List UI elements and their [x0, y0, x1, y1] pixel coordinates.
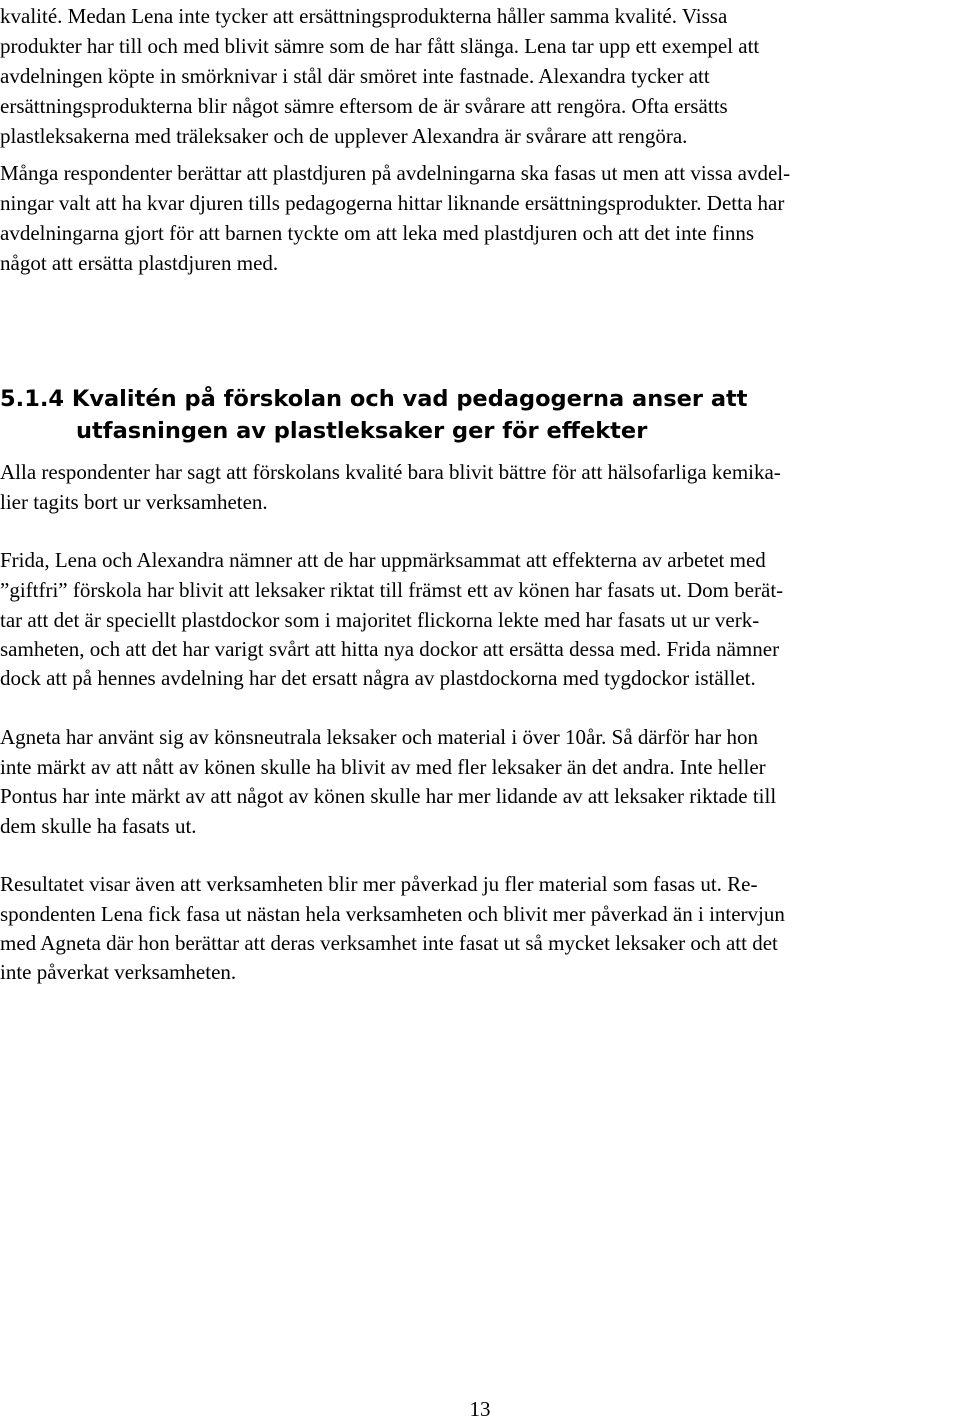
text-line: Pontus har inte märkt av att något av könen skulle har mer lidande av att leksaker riktade till	[0, 784, 777, 808]
text-line: Alla respondenter har sagt att förskolans kvalité bara blivit bättre för att hälsofarliga kemika-	[0, 460, 781, 484]
text-line: med Agneta där hon berättar att deras verksamhet inte fasat ut så mycket leksaker och att det	[0, 931, 778, 955]
text-line: lier tagits bort ur verksamheten.	[0, 490, 268, 514]
text-line: Agneta har använt sig av könsneutrala leksaker och material i över 10år. Så därför har hon	[0, 725, 759, 749]
text-line: spondenten Lena fick fasa ut nästan hela verksamheten och blivit mer påverkad än i intervjun	[0, 902, 785, 926]
section-heading-line-1: 5.1.4 Kvalitén på förskolan och vad pedagogerna anser att	[0, 386, 748, 412]
text-line: Många respondenter berättar att plastdjuren på avdelningarna ska fasas ut men att vissa avdel-	[0, 161, 791, 185]
text-line: inte påverkat verksamheten.	[0, 960, 237, 984]
text-line: avdelningarna gjort för att barnen tyckte om att leka med plastdjuren och att det inte finns	[0, 221, 755, 245]
text-line: tar att det är speciellt plastdockor som i majoritet flickorna lekte med har fasats ut ur verk-	[0, 608, 760, 632]
text-line: dock att på hennes avdelning har det ersatt några av plastdockorna med tygdockor istället.	[0, 666, 756, 690]
text-line: avdelningen köpte in smörknivar i stål där smöret inte fastnade. Alexandra tycker att	[0, 64, 710, 88]
page-number: 13	[469, 1397, 491, 1421]
text-line: inte märkt av att nått av könen skulle ha blivit av med fler leksaker än det andra. Inte heller	[0, 755, 766, 779]
text-line: Resultatet visar även att verksamheten blir mer påverkad ju fler material som fasas ut. Re-	[0, 872, 758, 896]
text-line: Frida, Lena och Alexandra nämner att de har uppmärksammat att effekterna av arbetet med	[0, 548, 766, 572]
text-line: ”giftfri” förskola har blivit att leksaker riktat till främst ett av könen har fasats ut. Dom berät-	[0, 578, 784, 602]
text-line: något att ersätta plastdjuren med.	[0, 251, 279, 275]
text-line: dem skulle ha fasats ut.	[0, 814, 197, 838]
text-line: produkter har till och med blivit sämre som de har fått slänga. Lena tar upp ett exempel att	[0, 34, 760, 58]
text-line: plastleksakerna med träleksaker och de upplever Alexandra är svårare att rengöra.	[0, 124, 688, 148]
text-line: ersättningsprodukterna blir något sämre eftersom de är svårare att rengöra. Ofta ersätts	[0, 94, 728, 118]
text-line: kvalité. Medan Lena inte tycker att ersättningsprodukterna håller samma kvalité. Vissa	[0, 4, 728, 28]
section-heading-line-2: utfasningen av plastleksaker ger för effekter	[76, 418, 648, 444]
text-line: ningar valt att ha kvar djuren tills pedagogerna hittar liknande ersättningsprodukter. Detta har	[0, 191, 785, 215]
text-line: samheten, och att det har varigt svårt att hitta nya dockor att ersätta dessa med. Frida nämner	[0, 637, 780, 661]
